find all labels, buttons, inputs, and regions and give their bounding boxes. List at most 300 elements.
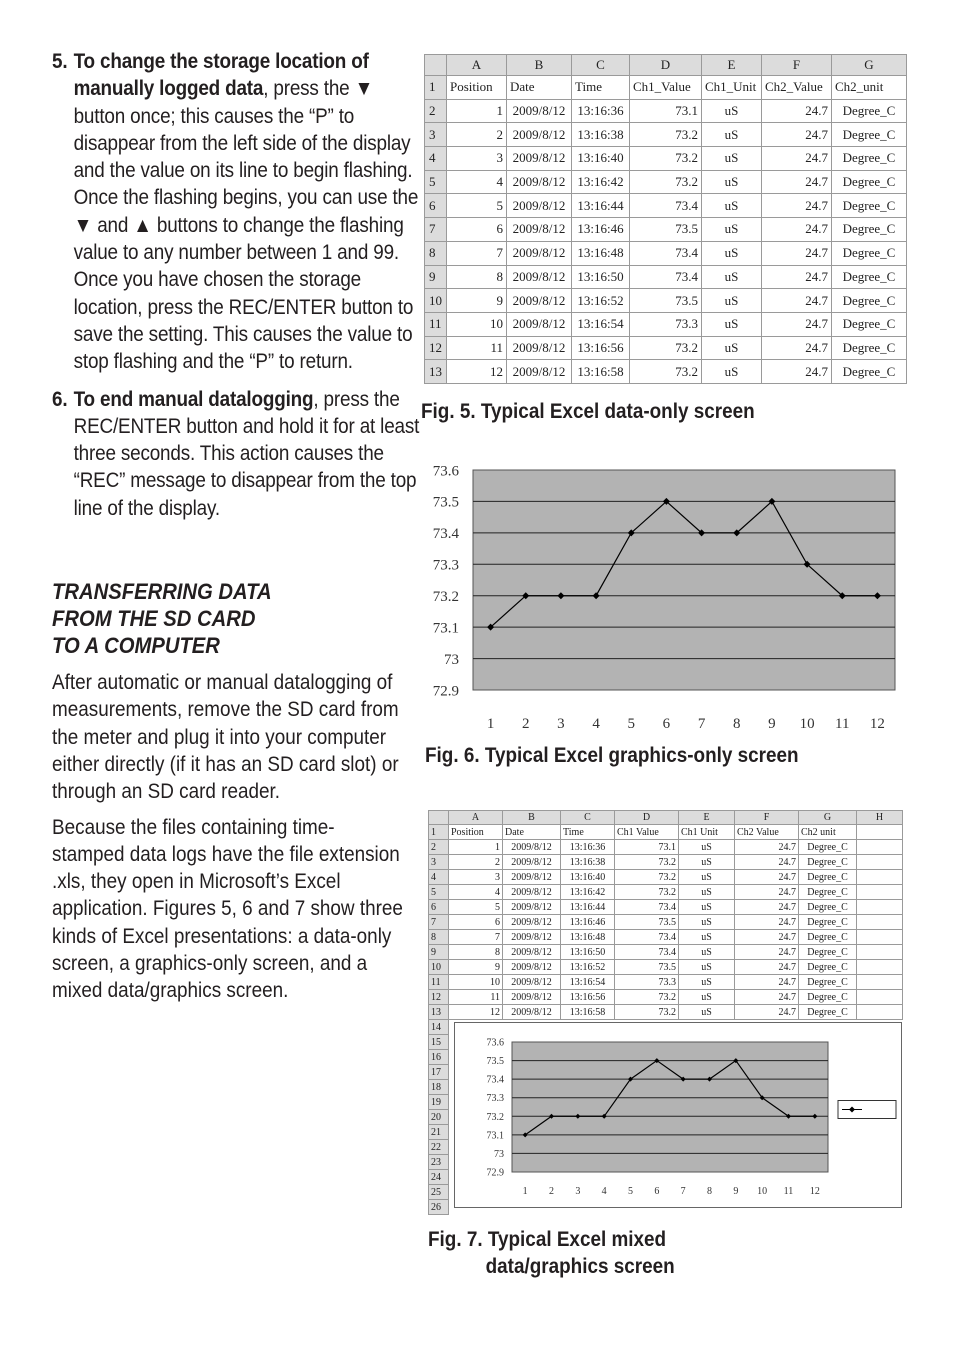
row-number[interactable]: 17 <box>429 1065 449 1080</box>
data-cell[interactable]: 73.5 <box>630 218 702 242</box>
data-cell[interactable]: 24.7 <box>762 170 832 194</box>
row-number[interactable]: 24 <box>429 1170 449 1185</box>
row-number[interactable]: 22 <box>429 1140 449 1155</box>
data-cell[interactable]: uS <box>702 336 762 360</box>
data-cell[interactable]: 4 <box>449 885 503 900</box>
data-cell[interactable]: 13:16:46 <box>561 915 615 930</box>
column-letter-header[interactable]: B <box>503 811 561 825</box>
row-number[interactable]: 8 <box>425 241 447 265</box>
column-letter-header[interactable]: E <box>679 811 735 825</box>
data-cell[interactable]: 24.7 <box>735 840 799 855</box>
data-cell[interactable]: 13:16:36 <box>561 840 615 855</box>
data-cell[interactable]: 73.2 <box>615 870 679 885</box>
fig6-line-chart <box>424 455 904 740</box>
data-cell[interactable]: 10 <box>447 312 507 336</box>
data-cell[interactable]: 24.7 <box>762 99 832 123</box>
data-cell[interactable]: 2 <box>447 123 507 147</box>
y-tick-label: 73.5 <box>486 1056 504 1068</box>
y-tick-label: 72.9 <box>486 1167 504 1179</box>
column-letter-header[interactable]: A <box>449 811 503 825</box>
header-cell[interactable]: Position <box>449 825 503 840</box>
data-cell[interactable]: 13:16:58 <box>572 360 630 384</box>
data-cell[interactable]: 5 <box>447 194 507 218</box>
data-cell[interactable]: 2009/8/12 <box>507 289 572 313</box>
row-number[interactable]: 26 <box>429 1200 449 1215</box>
x-tick-label: 10 <box>799 716 815 732</box>
data-cell[interactable]: uS <box>702 170 762 194</box>
data-cell[interactable]: uS <box>702 312 762 336</box>
data-cell[interactable]: 73.4 <box>630 194 702 218</box>
row-number[interactable]: 12 <box>429 990 449 1005</box>
x-tick-label: 4 <box>601 1186 607 1197</box>
data-cell[interactable]: uS <box>702 123 762 147</box>
x-tick-label: 2 <box>522 716 530 732</box>
data-cell[interactable]: uS <box>702 360 762 384</box>
data-cell[interactable]: 2009/8/12 <box>503 930 561 945</box>
row-number[interactable]: 15 <box>429 1035 449 1050</box>
data-cell[interactable]: Degree_C <box>832 123 907 147</box>
data-cell[interactable]: Degree_C <box>832 312 907 336</box>
column-letter-header[interactable]: A <box>447 55 507 76</box>
data-cell[interactable]: uS <box>679 915 735 930</box>
data-cell[interactable]: 73.4 <box>630 265 702 289</box>
fig7-line-chart <box>454 1022 902 1208</box>
data-cell[interactable]: 6 <box>449 915 503 930</box>
data-cell[interactable]: 2009/8/12 <box>503 915 561 930</box>
row-number[interactable]: 9 <box>429 945 449 960</box>
data-cell[interactable]: 13:16:54 <box>561 975 615 990</box>
column-letter-header[interactable]: H <box>857 811 903 825</box>
row-number[interactable]: 13 <box>429 1005 449 1020</box>
x-tick-label: 2 <box>549 1186 554 1197</box>
column-letter-header[interactable]: C <box>572 55 630 76</box>
data-cell[interactable]: uS <box>679 930 735 945</box>
data-cell[interactable]: 13:16:38 <box>561 855 615 870</box>
data-cell[interactable]: 13:16:52 <box>572 289 630 313</box>
data-cell[interactable]: 2009/8/12 <box>507 336 572 360</box>
data-cell[interactable]: uS <box>679 975 735 990</box>
data-cell[interactable]: 2009/8/12 <box>503 945 561 960</box>
table-row <box>429 975 903 990</box>
data-cell[interactable]: 73.5 <box>615 915 679 930</box>
data-cell[interactable]: 24.7 <box>735 870 799 885</box>
data-cell[interactable]: Degree_C <box>832 218 907 242</box>
data-cell[interactable]: 73.4 <box>630 241 702 265</box>
data-cell[interactable]: 13:16:46 <box>572 218 630 242</box>
row-number[interactable]: 9 <box>425 265 447 289</box>
row-number[interactable]: 10 <box>425 289 447 313</box>
data-cell[interactable]: 10 <box>449 975 503 990</box>
column-letter-header[interactable]: F <box>735 811 799 825</box>
empty-cell[interactable] <box>857 945 903 960</box>
data-cell[interactable]: 73.2 <box>630 147 702 171</box>
corner-cell[interactable] <box>429 811 449 825</box>
table-row <box>429 825 903 840</box>
data-cell[interactable]: Degree_C <box>799 930 857 945</box>
data-cell[interactable]: 2009/8/12 <box>507 218 572 242</box>
column-letter-header[interactable]: B <box>507 55 572 76</box>
data-cell[interactable]: 2009/8/12 <box>503 840 561 855</box>
table-row <box>425 289 907 313</box>
data-cell[interactable]: Degree_C <box>799 855 857 870</box>
data-cell[interactable]: 2009/8/12 <box>507 194 572 218</box>
data-cell[interactable]: 24.7 <box>762 312 832 336</box>
empty-cell[interactable] <box>857 855 903 870</box>
row-number[interactable]: 4 <box>425 147 447 171</box>
data-cell[interactable]: uS <box>702 194 762 218</box>
data-cell[interactable]: 24.7 <box>735 885 799 900</box>
data-cell[interactable]: 24.7 <box>762 241 832 265</box>
row-number[interactable]: 2 <box>425 99 447 123</box>
row-number[interactable]: 20 <box>429 1110 449 1125</box>
data-cell[interactable]: Degree_C <box>799 1005 857 1020</box>
heading-line: TRANSFERRING DATA <box>52 579 272 605</box>
column-letter-header[interactable]: G <box>832 55 907 76</box>
row-number[interactable]: 23 <box>429 1155 449 1170</box>
data-cell[interactable]: 11 <box>447 336 507 360</box>
data-cell[interactable]: 2009/8/12 <box>507 123 572 147</box>
data-cell[interactable]: 1 <box>449 840 503 855</box>
header-cell[interactable]: Ch2_Value <box>762 76 832 100</box>
x-tick-label: 8 <box>733 716 741 732</box>
empty-cell[interactable] <box>857 930 903 945</box>
data-cell[interactable]: 24.7 <box>735 945 799 960</box>
data-cell[interactable]: 24.7 <box>762 218 832 242</box>
row-number[interactable]: 7 <box>429 915 449 930</box>
table-row <box>425 218 907 242</box>
step-text: , press the <box>263 77 355 101</box>
row-number[interactable]: 10 <box>429 960 449 975</box>
header-cell[interactable]: Ch1 Value <box>615 825 679 840</box>
step-6 <box>52 386 425 522</box>
header-cell[interactable]: Ch1 Unit <box>679 825 735 840</box>
data-cell[interactable]: 73.1 <box>615 840 679 855</box>
header-cell[interactable]: Ch1_Unit <box>702 76 762 100</box>
data-cell[interactable]: 2009/8/12 <box>503 855 561 870</box>
step-number: 6. <box>52 387 68 411</box>
table-row <box>425 336 907 360</box>
data-cell[interactable]: 9 <box>447 289 507 313</box>
row-number[interactable]: 12 <box>425 336 447 360</box>
column-letter-row <box>429 811 903 825</box>
row-number[interactable]: 21 <box>429 1125 449 1140</box>
data-cell[interactable]: 2009/8/12 <box>507 312 572 336</box>
data-cell[interactable]: Degree_C <box>832 170 907 194</box>
data-cell[interactable]: uS <box>702 289 762 313</box>
x-tick-label: 1 <box>486 716 495 732</box>
data-cell[interactable]: Degree_C <box>799 900 857 915</box>
header-cell[interactable]: Date <box>503 825 561 840</box>
y-tick-label: 73.6 <box>432 463 459 480</box>
data-cell[interactable]: 24.7 <box>762 123 832 147</box>
data-cell[interactable]: 13:16:56 <box>572 336 630 360</box>
header-cell[interactable]: Ch2_unit <box>832 76 907 100</box>
data-cell[interactable]: 24.7 <box>735 915 799 930</box>
data-cell[interactable]: 2009/8/12 <box>507 241 572 265</box>
data-cell[interactable]: 24.7 <box>762 265 832 289</box>
data-cell[interactable]: 24.7 <box>735 855 799 870</box>
data-cell[interactable]: 13:16:52 <box>561 960 615 975</box>
data-cell[interactable]: 11 <box>449 990 503 1005</box>
data-cell[interactable]: 3 <box>449 870 503 885</box>
data-cell[interactable]: 24.7 <box>762 336 832 360</box>
data-cell[interactable]: 2009/8/12 <box>507 147 572 171</box>
empty-cell[interactable] <box>857 975 903 990</box>
data-cell[interactable]: 73.2 <box>615 855 679 870</box>
row-number[interactable]: 1 <box>425 76 447 100</box>
header-cell[interactable]: Time <box>561 825 615 840</box>
data-cell[interactable]: Degree_C <box>799 975 857 990</box>
data-cell[interactable]: Degree_C <box>799 960 857 975</box>
data-cell[interactable]: 73.2 <box>615 1005 679 1020</box>
plot-area <box>512 1042 828 1172</box>
data-cell[interactable]: 73.1 <box>630 99 702 123</box>
empty-cell[interactable] <box>857 900 903 915</box>
step-text: , press the REC/ENTER button and hold it for at least three seconds. This action causes the “REC” message to disappear from the top line of the display. <box>73 387 420 520</box>
down-arrow-symbol: ▼ <box>73 213 93 237</box>
x-tick-label: 6 <box>662 716 671 732</box>
x-tick-label: 5 <box>627 716 635 732</box>
data-cell[interactable]: 7 <box>447 241 507 265</box>
column-letter-header[interactable]: G <box>799 811 857 825</box>
step-title: To end manual datalogging <box>73 387 314 411</box>
data-cell[interactable]: 13:16:42 <box>572 170 630 194</box>
x-tick-label: 1 <box>522 1186 528 1197</box>
data-cell[interactable]: 13:16:42 <box>561 885 615 900</box>
data-cell[interactable]: 24.7 <box>762 360 832 384</box>
header-cell[interactable]: Date <box>507 76 572 100</box>
data-cell[interactable]: 24.7 <box>762 147 832 171</box>
row-number[interactable]: 8 <box>429 930 449 945</box>
data-cell[interactable]: 2009/8/12 <box>503 900 561 915</box>
data-cell[interactable]: 24.7 <box>762 194 832 218</box>
table-row <box>429 960 903 975</box>
data-cell[interactable]: 13:16:56 <box>561 990 615 1005</box>
y-tick-label: 72.9 <box>432 683 459 700</box>
data-cell[interactable]: Degree_C <box>799 990 857 1005</box>
data-cell[interactable]: Degree_C <box>832 194 907 218</box>
data-cell[interactable]: 2009/8/12 <box>507 360 572 384</box>
x-tick-label: 7 <box>697 716 706 732</box>
corner-cell[interactable] <box>425 55 447 76</box>
data-cell[interactable]: 2009/8/12 <box>503 990 561 1005</box>
row-number[interactable]: 11 <box>425 312 447 336</box>
row-number[interactable]: 18 <box>429 1080 449 1095</box>
data-cell[interactable]: 8 <box>447 265 507 289</box>
row-number[interactable]: 16 <box>429 1050 449 1065</box>
header-cell[interactable]: Time <box>572 76 630 100</box>
data-cell[interactable]: uS <box>679 990 735 1005</box>
data-cell[interactable]: 8 <box>449 945 503 960</box>
empty-cell[interactable] <box>857 840 903 855</box>
empty-cell[interactable] <box>857 990 903 1005</box>
header-cell[interactable]: Ch2 unit <box>799 825 857 840</box>
data-cell[interactable]: Degree_C <box>832 360 907 384</box>
empty-cell[interactable] <box>857 825 903 840</box>
row-number[interactable]: 2 <box>429 840 449 855</box>
header-cell[interactable]: Ch2 Value <box>735 825 799 840</box>
empty-cell[interactable] <box>857 870 903 885</box>
empty-cell[interactable] <box>857 1005 903 1020</box>
data-cell[interactable]: 2009/8/12 <box>503 960 561 975</box>
data-cell[interactable]: 73.3 <box>615 975 679 990</box>
data-cell[interactable]: 73.2 <box>615 885 679 900</box>
data-cell[interactable]: 13:16:40 <box>572 147 630 171</box>
row-number[interactable]: 11 <box>429 975 449 990</box>
data-cell[interactable]: 13:16:44 <box>561 900 615 915</box>
column-letter-header[interactable]: C <box>561 811 615 825</box>
data-cell[interactable]: 13:16:44 <box>572 194 630 218</box>
data-cell[interactable]: 4 <box>447 170 507 194</box>
data-cell[interactable]: 24.7 <box>735 990 799 1005</box>
data-cell[interactable]: Degree_C <box>832 289 907 313</box>
row-number[interactable]: 6 <box>425 194 447 218</box>
row-number[interactable]: 19 <box>429 1095 449 1110</box>
data-cell[interactable]: Degree_C <box>832 99 907 123</box>
row-number[interactable]: 3 <box>425 123 447 147</box>
data-cell[interactable]: 2009/8/12 <box>503 1005 561 1020</box>
step-text: button once; this causes the “P” to disappear from the left side of the display and the value on its line to begin flashing. Once the flashing begins, you can use the <box>73 104 419 210</box>
row-number[interactable]: 5 <box>429 885 449 900</box>
data-cell[interactable]: 2009/8/12 <box>503 885 561 900</box>
data-cell[interactable]: 2009/8/12 <box>507 170 572 194</box>
step-title: To change the storage location of manually logged data <box>73 50 369 101</box>
y-tick-label: 73.2 <box>432 588 459 605</box>
data-cell[interactable]: 13:16:48 <box>561 930 615 945</box>
data-cell[interactable]: 1 <box>447 99 507 123</box>
column-letter-header[interactable]: D <box>615 811 679 825</box>
data-cell[interactable]: 2009/8/12 <box>507 265 572 289</box>
row-number[interactable]: 13 <box>425 360 447 384</box>
data-cell[interactable]: 24.7 <box>735 960 799 975</box>
data-cell[interactable]: uS <box>702 265 762 289</box>
data-cell[interactable]: 6 <box>447 218 507 242</box>
data-cell[interactable]: uS <box>702 147 762 171</box>
empty-cell[interactable] <box>857 960 903 975</box>
data-cell[interactable]: 73.3 <box>630 312 702 336</box>
row-number[interactable]: 25 <box>429 1185 449 1200</box>
data-cell[interactable]: 3 <box>447 147 507 171</box>
table-row <box>425 312 907 336</box>
data-cell[interactable]: 2 <box>449 855 503 870</box>
row-number[interactable]: 1 <box>429 825 449 840</box>
data-cell[interactable]: 73.5 <box>630 289 702 313</box>
header-cell[interactable]: Position <box>447 76 507 100</box>
y-tick-label: 73.1 <box>432 620 459 637</box>
header-cell[interactable]: Ch1_Value <box>630 76 702 100</box>
x-tick-label: 9 <box>733 1186 739 1197</box>
data-cell[interactable]: 73.4 <box>615 930 679 945</box>
data-cell[interactable]: Degree_C <box>799 870 857 885</box>
data-cell[interactable]: uS <box>679 900 735 915</box>
data-cell[interactable]: 12 <box>447 360 507 384</box>
data-cell[interactable]: 13:16:40 <box>561 870 615 885</box>
table-row <box>429 990 903 1005</box>
empty-cell[interactable] <box>857 915 903 930</box>
row-number[interactable]: 3 <box>429 855 449 870</box>
data-cell[interactable]: 13:16:48 <box>572 241 630 265</box>
row-number[interactable]: 4 <box>429 870 449 885</box>
data-cell[interactable]: 13:16:50 <box>572 265 630 289</box>
data-cell[interactable]: 13:16:38 <box>572 123 630 147</box>
data-cell[interactable]: 24.7 <box>762 289 832 313</box>
data-cell[interactable]: Degree_C <box>832 147 907 171</box>
data-cell[interactable]: 5 <box>449 900 503 915</box>
row-number[interactable]: 14 <box>429 1020 449 1035</box>
data-cell[interactable]: Degree_C <box>799 945 857 960</box>
data-cell[interactable]: 24.7 <box>735 930 799 945</box>
table-row <box>429 1005 903 1020</box>
row-number[interactable]: 5 <box>425 170 447 194</box>
data-cell[interactable]: 73.5 <box>615 960 679 975</box>
data-cell[interactable]: uS <box>679 885 735 900</box>
data-cell[interactable]: Degree_C <box>799 915 857 930</box>
data-cell[interactable]: 7 <box>449 930 503 945</box>
data-cell[interactable]: 73.4 <box>615 945 679 960</box>
data-cell[interactable]: 24.7 <box>735 975 799 990</box>
row-number[interactable]: 7 <box>425 218 447 242</box>
data-cell[interactable]: 9 <box>449 960 503 975</box>
data-cell[interactable]: uS <box>702 241 762 265</box>
column-letter-header[interactable]: D <box>630 55 702 76</box>
data-cell[interactable]: uS <box>702 99 762 123</box>
y-tick-label: 73 <box>444 651 459 668</box>
data-cell[interactable]: Degree_C <box>832 241 907 265</box>
data-cell[interactable]: 13:16:54 <box>572 312 630 336</box>
data-cell[interactable]: 24.7 <box>735 900 799 915</box>
data-cell[interactable]: 73.2 <box>630 336 702 360</box>
data-cell[interactable]: 73.2 <box>630 123 702 147</box>
data-cell[interactable]: 13:16:36 <box>572 99 630 123</box>
column-letter-header[interactable]: F <box>762 55 832 76</box>
data-cell[interactable]: uS <box>679 840 735 855</box>
x-tick-label: 9 <box>768 716 776 732</box>
empty-cell[interactable] <box>857 885 903 900</box>
data-cell[interactable]: Degree_C <box>832 265 907 289</box>
y-tick-label: 73.1 <box>486 1130 504 1142</box>
y-tick-label: 73.3 <box>432 557 459 574</box>
row-number[interactable]: 6 <box>429 900 449 915</box>
x-tick-label: 12 <box>809 1186 820 1197</box>
data-cell[interactable]: uS <box>679 960 735 975</box>
data-cell[interactable]: uS <box>679 870 735 885</box>
data-cell[interactable]: 73.4 <box>615 900 679 915</box>
data-cell[interactable]: Degree_C <box>799 840 857 855</box>
data-cell[interactable]: 2009/8/12 <box>507 99 572 123</box>
data-cell[interactable]: uS <box>679 945 735 960</box>
data-cell[interactable]: uS <box>679 1005 735 1020</box>
data-cell[interactable]: 13:16:58 <box>561 1005 615 1020</box>
data-cell[interactable]: Degree_C <box>799 885 857 900</box>
column-letter-header[interactable]: E <box>702 55 762 76</box>
data-cell[interactable]: 24.7 <box>735 1005 799 1020</box>
data-cell[interactable]: uS <box>679 855 735 870</box>
data-cell[interactable]: Degree_C <box>832 336 907 360</box>
data-cell[interactable]: 73.2 <box>630 170 702 194</box>
data-cell[interactable]: 13:16:50 <box>561 945 615 960</box>
table-row <box>425 99 907 123</box>
data-cell[interactable]: uS <box>702 218 762 242</box>
data-cell[interactable]: 2009/8/12 <box>503 870 561 885</box>
y-tick-label: 73 <box>494 1148 504 1160</box>
data-cell[interactable]: 12 <box>449 1005 503 1020</box>
data-cell[interactable]: 73.2 <box>630 360 702 384</box>
data-cell[interactable]: 2009/8/12 <box>503 975 561 990</box>
y-tick-label: 73.6 <box>486 1037 504 1049</box>
up-arrow-symbol: ▲ <box>133 213 152 237</box>
table-row <box>425 76 907 100</box>
data-cell[interactable]: 73.2 <box>615 990 679 1005</box>
